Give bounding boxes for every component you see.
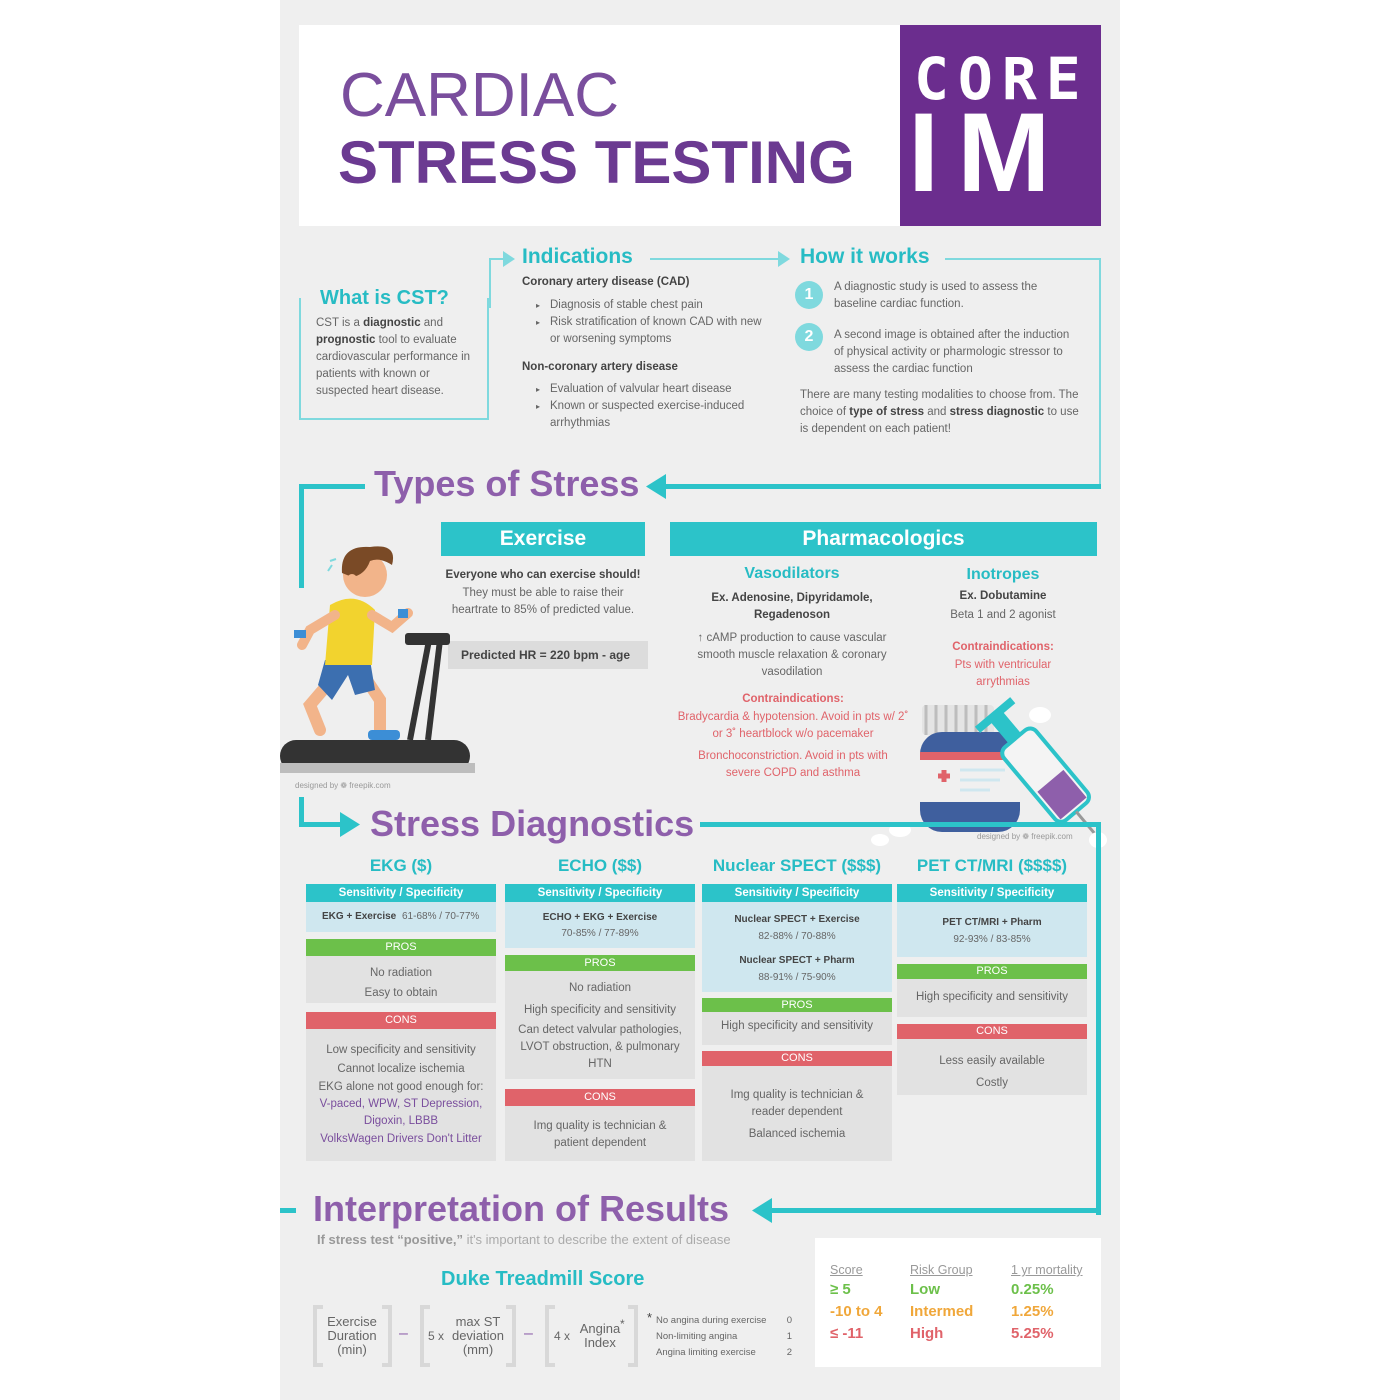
ekg-mnemonic: VolksWagen Drivers Don't Litter [320,1133,482,1145]
echo-sens-name: ECHO + EKG + Exercise [542,912,658,923]
list-item: ▸ Evaluation of valvular heart disease [536,383,732,395]
diagnostics-line-in [299,822,341,827]
angina-row: Angina limiting exercise 2 [656,1347,792,1358]
cad-list [536,297,766,348]
noncad-list [536,381,766,432]
ekg-sens-value: 61-68% / 70-77% [402,911,480,922]
vasodilators-examples: Ex. Adenosine, Dipyridamole, Regadenoson [711,592,873,621]
interpretation-subtitle: If stress test “positive,” it's important to describe the extent of disease [317,1232,731,1247]
pro-item: High specificity and sensitivity [720,1020,874,1032]
spect-sens-value-2: 88-91% / 75-90% [758,972,836,983]
spect-pros-label: PROS [702,998,892,1012]
indications-heading: Indications [522,245,633,268]
risk-mortality-high: 5.25% [1011,1325,1054,1342]
pet-pros-box [897,979,1087,1017]
arrow-left-icon [646,474,666,499]
interpretation-line-right [770,1208,1101,1213]
exercise-text: They must be able to raise their heartrate to 85% of predicted value. [451,587,635,616]
types-line-right [660,484,1101,489]
list-item: ▸ Known or suspected exercise-induced arrhythmias [536,400,745,429]
arrow-right-icon [778,251,790,267]
how-note: There are many testing modalities to choose from. The choice of type of stress and stress diagnostic to use is dependent on each patient! [800,389,1079,435]
pro-item: High specificity and sensitivity [523,1004,677,1016]
pro-item: Can detect valvular pathologies, LVOT obstruction, & pulmonary HTN [518,1024,682,1070]
interpretation-line-left [280,1208,296,1213]
spect-sens-box [702,902,892,992]
echo-cons-label: CONS [505,1089,695,1106]
pet-sens-value: 92-93% / 83-85% [953,934,1031,945]
vasodilators-contra-heading: Contraindications: [742,693,844,705]
inotropes-heading: Inotropes [966,566,1040,583]
spect-pros-box [702,1012,892,1045]
step-2-text: A second image is obtained after the induction of physical activity or pharmologic stressor to assess the cardiac function [834,329,1070,375]
interpretation-heading: Interpretation of Results [313,1188,730,1229]
pro-item: Easy to obtain [364,987,438,999]
ekg-sens-box [306,902,496,932]
duke-formula [310,1305,653,1367]
step-1-text: A diagnostic study is used to assess the baseline cardiac function. [834,281,1038,310]
duke-term-1: Exercise Duration (min) [327,1314,377,1357]
echo-sens-label: Sensitivity / Specificity [505,884,695,902]
duke-term-3-mult: 4 x [554,1329,571,1343]
risk-mortality-intermed: 1.25% [1011,1303,1054,1320]
types-line-left [299,484,365,489]
title-line-1: CARDIAC [340,61,620,130]
step-2-badge: 2 [795,323,823,351]
inotropes-examples: Ex. Dobutamine [959,590,1047,602]
duke-term-2-mult: 5 x [428,1329,445,1343]
core-im-logo [900,25,1101,226]
ekg-cons-list-2: Digoxin, LBBB [363,1115,439,1127]
con-item: Less easily available [939,1055,1045,1067]
cad-heading: Coronary artery disease (CAD) [522,276,690,288]
pharmacologics-title: Pharmacologics [670,522,1097,556]
pro-item: No radiation [568,982,631,994]
ekg-cons-label: CONS [306,1012,496,1029]
title-line-2: STRESS TESTING [338,129,855,196]
spect-sens-value-1: 82-88% / 70-88% [758,931,836,942]
pet-pros-label: PROS [897,964,1087,979]
ekg-cons-list-1: V-paced, WPW, ST Depression, [319,1098,483,1110]
echo-pros-box [505,971,695,1079]
pro-item: No radiation [369,967,432,979]
risk-group-low: Low [910,1281,940,1298]
vasodilators-contra-2: Bronchoconstriction. Avoid in pts with severe COPD and asthma [698,750,888,779]
logo-line-1: CORE [914,45,1090,113]
duke-term-2: max ST deviation (mm) [451,1314,505,1357]
echo-sens-value: 70-85% / 77-89% [561,928,639,939]
risk-table-header-mortality: 1 yr mortality [1011,1263,1083,1277]
con-item: Cannot localize ischemia [337,1063,465,1075]
risk-score-intermed: -10 to 4 [830,1303,883,1320]
star-footnote: * [647,1310,653,1325]
diagnostics-line-down-right [1096,822,1101,1215]
con-item: Img quality is technician & patient dependent [533,1120,667,1149]
bracket-right-icon [628,1305,638,1367]
how-heading: How it works [800,245,930,268]
list-item: ▸ Diagnosis of stable chest pain [536,299,703,311]
spect-sens-name-1: Nuclear SPECT + Exercise [734,914,860,925]
predicted-hr-formula: Predicted HR = 220 bpm - age [448,641,648,669]
ekg-pros-label: PROS [306,939,496,956]
risk-score-high: ≤ -11 [830,1325,864,1342]
duke-term-3: Angina Index [579,1321,621,1350]
ekg-pros-box [306,956,496,1003]
what-is-text: CST is a diagnostic and prognostic tool to evaluate cardiovascular performance in patients with known or suspected heart disease. [316,317,471,397]
ekg-sens-label: Sensitivity / Specificity [306,884,496,902]
con-item: EKG alone not good enough for: [318,1081,484,1093]
ekg-sens-name: EKG + Exercise [322,911,397,922]
ekg-cons-box [306,1029,496,1161]
risk-table-header-score: Score [830,1263,863,1277]
duke-title: Duke Treadmill Score [441,1268,645,1290]
echo-cons-box [505,1106,695,1161]
con-item: Costly [976,1077,1008,1089]
inotropes-mechanism: Beta 1 and 2 agonist [950,609,1056,621]
pet-sens-box [897,902,1087,957]
freepik-credit-left: designed by ❁ freepik.com [295,781,391,790]
list-item: ▸ Risk stratification of known CAD with new or worsening symptoms [536,316,762,345]
pet-cons-label: CONS [897,1024,1087,1039]
diagnostics-line-right [700,822,1101,827]
risk-table [815,1238,1101,1367]
pet-sens-label: Sensitivity / Specificity [897,884,1087,902]
spect-title: Nuclear SPECT ($$$) [712,856,882,875]
risk-mortality-low: 0.25% [1011,1281,1054,1298]
arrow-right-icon [503,251,515,267]
vasodilators-heading: Vasodilators [744,565,840,582]
diagnostics-heading: Stress Diagnostics [370,803,695,844]
step-1-badge: 1 [795,281,823,309]
angina-row: No angina during exercise 0 [656,1315,792,1326]
risk-table-header-group: Risk Group [910,1263,973,1277]
exercise-title: Exercise [441,522,645,556]
pet-title: PET CT/MRI ($$$$) [916,856,1068,875]
vasodilators-mechanism: ↑ cAMP production to cause vascular smooth muscle relaxation & coronary vasodilation [697,632,887,678]
arrow-right-icon [340,812,360,837]
duke-star: * [620,1317,625,1331]
pet-cons-box [897,1039,1087,1095]
pet-sens-name: PET CT/MRI + Pharm [942,917,1042,928]
risk-score-low: ≥ 5 [830,1281,851,1298]
spect-cons-box [702,1066,892,1161]
runner-on-treadmill-illustration [280,535,480,785]
con-item: Low specificity and sensitivity [326,1044,476,1056]
bracket-left-icon [313,1305,323,1367]
pro-item: High specificity and sensitivity [915,991,1069,1003]
spect-sens-name-2: Nuclear SPECT + Pharm [739,955,855,966]
bracket-right-icon [382,1305,392,1367]
echo-pros-label: PROS [505,955,695,971]
con-item: Img quality is technician & reader dependent [730,1089,864,1118]
risk-group-high: High [910,1325,944,1342]
echo-sens-box [505,902,695,948]
connector-indications-how [650,258,780,260]
connector-what-indications [489,258,503,308]
minus-sign-1: – [399,1325,408,1342]
bracket-right-icon [506,1305,516,1367]
con-item: Balanced ischemia [748,1128,846,1140]
inotropes-contra-text: Pts with ventricular arrythmias [954,659,1052,688]
noncad-heading: Non-coronary artery disease [522,361,678,373]
spect-cons-label: CONS [702,1051,892,1066]
echo-title: ECHO ($$) [557,856,643,875]
exercise-bold-line: Everyone who can exercise should! [445,569,641,581]
logo-line-2: IM [908,90,1069,215]
types-heading: Types of Stress [374,463,640,504]
freepik-credit-right: designed by ❁ freepik.com [977,832,1073,841]
risk-group-intermed: Intermed [910,1303,974,1320]
inotropes-contra-heading: Contraindications: [952,641,1054,653]
angina-row: Non-limiting angina 1 [656,1331,792,1342]
what-is-heading: What is CST? [316,287,453,310]
vasodilators-contra-1: Bradycardia & hypotension. Avoid in pts w/ 2˚ or 3˚ heartblock w/o pacemaker [677,711,909,740]
spect-sens-label: Sensitivity / Specificity [702,884,892,902]
angina-index-table [656,1313,796,1361]
ekg-title: EKG ($) [369,856,433,875]
minus-sign-2: – [524,1325,533,1342]
arrow-left-icon [752,1198,772,1223]
